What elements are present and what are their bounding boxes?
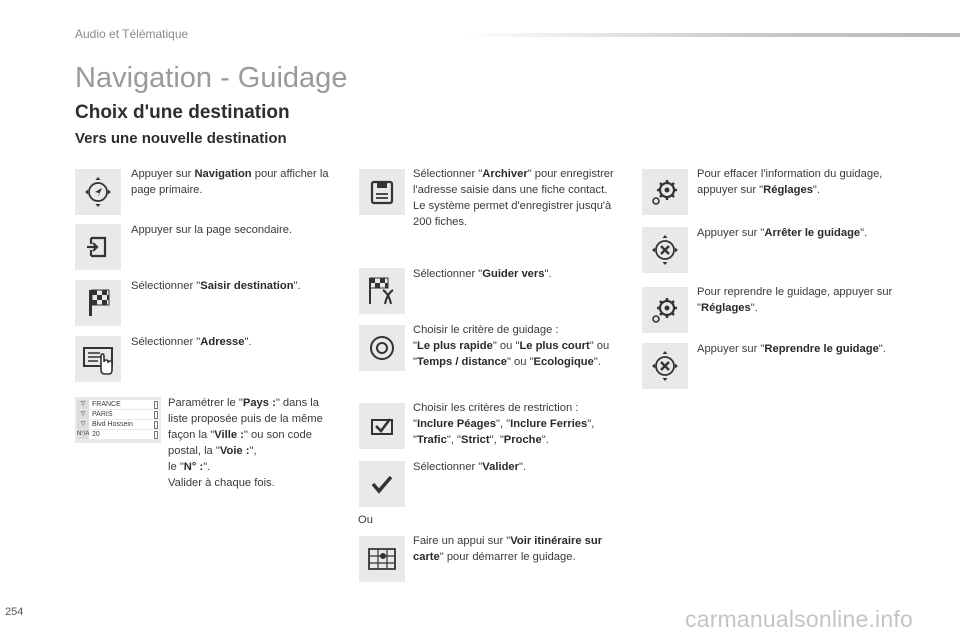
edit-icon <box>154 401 158 409</box>
step-reprendre: Appuyer sur "Reprendre le guidage". <box>697 343 886 355</box>
header-rule <box>460 33 960 37</box>
guide-to-icon[interactable] <box>359 268 405 314</box>
stop-guidance-icon[interactable] <box>642 227 688 273</box>
step-guider-vers: Sélectionner "Guider vers". <box>413 268 552 280</box>
step-effacer-reglages: Pour effacer l'information du guidage, appuyer sur "Réglages". <box>697 168 883 196</box>
screen-row-number[interactable] <box>77 430 159 439</box>
section-header: Audio et Télématique <box>75 27 189 41</box>
edit-icon <box>154 431 158 439</box>
navigation-icon[interactable] <box>75 169 121 215</box>
screen-row-city[interactable] <box>77 410 159 419</box>
step-valider: Sélectionner "Valider". <box>413 461 527 473</box>
edit-icon <box>154 411 158 419</box>
screen-row-street[interactable] <box>77 420 159 429</box>
secondary-page-icon[interactable] <box>75 224 121 270</box>
page-number: 254 <box>5 606 24 618</box>
row-tag: ▽ <box>77 420 89 429</box>
address-icon[interactable] <box>75 336 121 382</box>
section-heading: Choix d'une destination <box>75 102 290 123</box>
resume-guidance-icon[interactable] <box>642 343 688 389</box>
step-parametrer: Paramétrer le "Pays :" dans la liste proposée puis de la même façon la "Ville :" ou son code postal, la "Voie :", le "N° :". Valider à chaque fois. <box>168 397 323 489</box>
row-tag: N°/A <box>77 431 90 437</box>
row-value: PARIS <box>92 411 113 418</box>
step-arreter: Appuyer sur "Arrêter le guidage". <box>697 227 868 239</box>
settings-gear-icon[interactable] <box>642 287 688 333</box>
step-archiver: Sélectionner "Archiver" pour enregistrer l'adresse saisie dans une fiche contact. Le système permet d'enregistrer jusqu'à 200 fiches. <box>413 168 614 228</box>
step-adresse: Sélectionner "Adresse". <box>131 336 252 348</box>
step-critere: Choisir le critère de guidage : "Le plus rapide" ou "Le plus court" ou "Temps / distance" ou "Ecologique". <box>413 324 610 368</box>
map-icon[interactable] <box>359 536 405 582</box>
restriction-icon[interactable] <box>359 403 405 449</box>
row-tag: ▽ <box>77 400 89 409</box>
watermark: carmanualsonline.info <box>685 606 913 632</box>
row-value: FRANCE <box>92 401 121 408</box>
archive-icon[interactable] <box>359 169 405 215</box>
or-label: Ou <box>358 514 373 526</box>
address-entry-screen <box>75 397 161 443</box>
settings-gear-icon[interactable] <box>642 169 688 215</box>
sub-heading: Vers une nouvelle destination <box>75 130 287 147</box>
step-secondary: Appuyer sur la page secondaire. <box>131 224 293 236</box>
row-value: 20 <box>92 431 100 438</box>
page-title: Navigation - Guidage <box>75 62 348 94</box>
step-voir-itineraire: Faire un appui sur "Voir itinéraire sur carte" pour démarrer le guidage. <box>413 535 603 563</box>
edit-icon <box>154 421 158 429</box>
step-restriction: Choisir les critères de restriction : "Inclure Péages", "Inclure Ferries", "Trafic", "Strict", "Proche". <box>413 402 595 446</box>
row-value: Blvd Hossein <box>92 421 133 428</box>
step-navigation: Appuyer sur Navigation pour afficher la page primaire. <box>131 168 329 196</box>
screen-row-country[interactable] <box>77 400 159 409</box>
validate-check-icon[interactable] <box>359 461 405 507</box>
criteria-icon[interactable] <box>359 325 405 371</box>
step-reprendre-reglages: Pour reprendre le guidage, appuyer sur "Réglages". <box>697 286 893 314</box>
row-tag: ▽ <box>77 410 89 419</box>
step-saisir-destination: Sélectionner "Saisir destination". <box>131 280 301 292</box>
checkered-flag-icon[interactable] <box>75 280 121 326</box>
